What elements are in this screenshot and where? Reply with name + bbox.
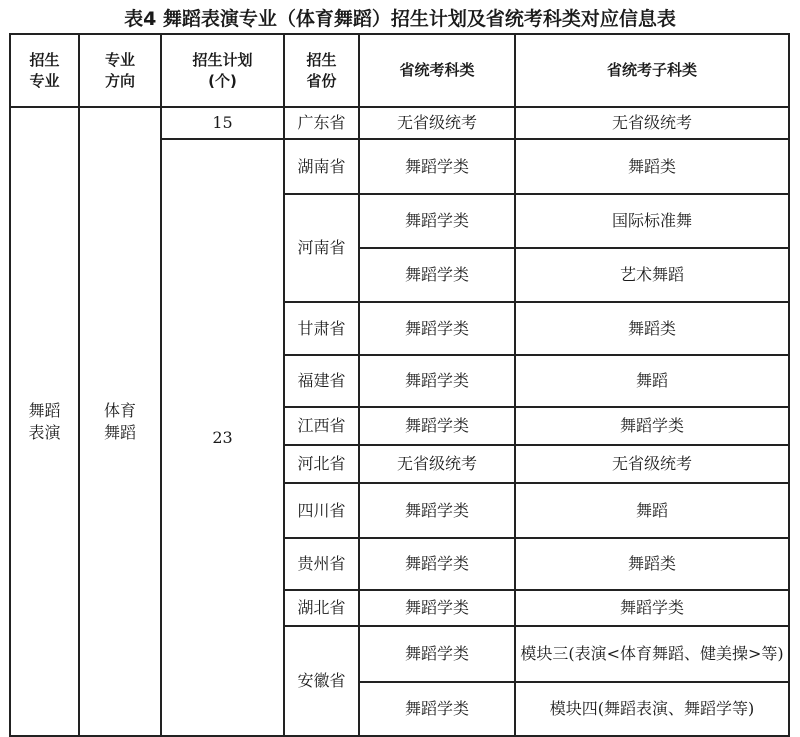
- category-cell: 舞蹈学类: [359, 626, 515, 682]
- header-plan: 招生计划 (个): [161, 34, 284, 107]
- subcategory-cell: 无省级统考: [515, 445, 789, 483]
- header-subcategory: 省统考子科类: [515, 34, 789, 107]
- header-province: 招生 省份: [284, 34, 359, 107]
- province-cell: 福建省: [284, 355, 359, 407]
- major-cell: 舞蹈 表演: [10, 107, 79, 736]
- subcategory-cell: 模块四(舞蹈表演、舞蹈学等): [515, 682, 789, 736]
- header-major: 招生 专业: [10, 34, 79, 107]
- category-cell: 舞蹈学类: [359, 302, 515, 355]
- plan-cell: 15: [161, 107, 284, 139]
- subcategory-cell: 舞蹈: [515, 355, 789, 407]
- category-cell: 舞蹈学类: [359, 682, 515, 736]
- category-cell: 舞蹈学类: [359, 483, 515, 538]
- province-cell: 河南省: [284, 194, 359, 302]
- subcategory-cell: 舞蹈类: [515, 538, 789, 590]
- enrollment-table: [9, 33, 790, 737]
- subcategory-cell: 无省级统考: [515, 107, 789, 139]
- header-category: 省统考科类: [359, 34, 515, 107]
- category-cell: 无省级统考: [359, 107, 515, 139]
- subcategory-cell: 舞蹈学类: [515, 407, 789, 445]
- subcategory-cell: 舞蹈类: [515, 302, 789, 355]
- direction-cell: 体育 舞蹈: [79, 107, 161, 736]
- plan-cell: 23: [161, 139, 284, 736]
- table-row: [10, 107, 789, 139]
- category-cell: 舞蹈学类: [359, 139, 515, 194]
- table-title: 表4 舞蹈表演专业（体育舞蹈）招生计划及省统考科类对应信息表: [124, 8, 676, 30]
- category-cell: 无省级统考: [359, 445, 515, 483]
- province-cell: 湖北省: [284, 590, 359, 626]
- subcategory-cell: 舞蹈: [515, 483, 789, 538]
- category-cell: 舞蹈学类: [359, 538, 515, 590]
- subcategory-cell: 模块三(表演<体育舞蹈、健美操>等): [515, 626, 789, 682]
- subcategory-cell: 艺术舞蹈: [515, 248, 789, 302]
- category-cell: 舞蹈学类: [359, 590, 515, 626]
- header-row: [10, 34, 789, 107]
- category-cell: 舞蹈学类: [359, 248, 515, 302]
- category-cell: 舞蹈学类: [359, 407, 515, 445]
- province-cell: 江西省: [284, 407, 359, 445]
- header-direction: 专业 方向: [79, 34, 161, 107]
- subcategory-cell: 国际标准舞: [515, 194, 789, 248]
- category-cell: 舞蹈学类: [359, 355, 515, 407]
- province-cell: 湖南省: [284, 139, 359, 194]
- province-cell: 广东省: [284, 107, 359, 139]
- province-cell: 河北省: [284, 445, 359, 483]
- subcategory-cell: 舞蹈类: [515, 139, 789, 194]
- category-cell: 舞蹈学类: [359, 194, 515, 248]
- province-cell: 甘肃省: [284, 302, 359, 355]
- province-cell: 安徽省: [284, 626, 359, 736]
- province-cell: 四川省: [284, 483, 359, 538]
- subcategory-cell: 舞蹈学类: [515, 590, 789, 626]
- province-cell: 贵州省: [284, 538, 359, 590]
